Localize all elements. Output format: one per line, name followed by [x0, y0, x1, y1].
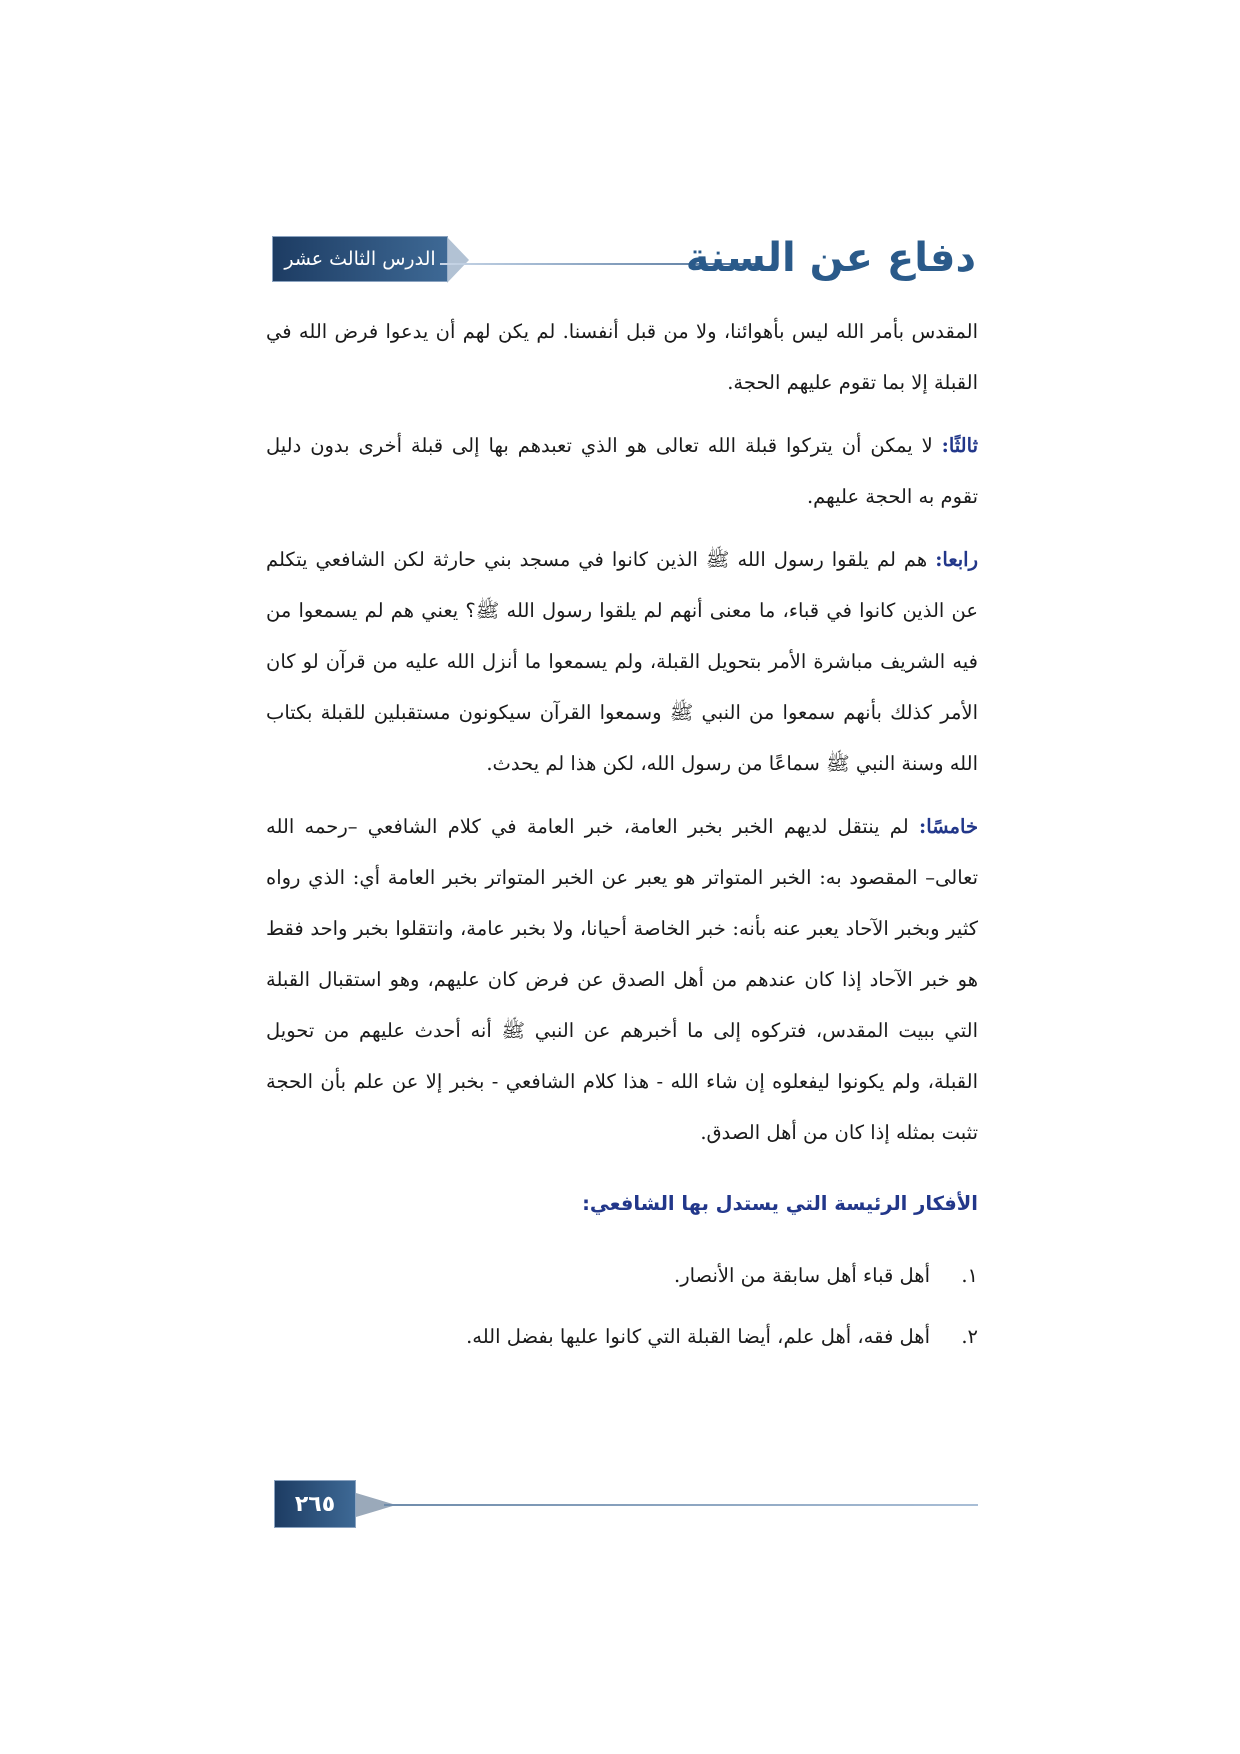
section-heading: الأفكار الرئيسة التي يستدل بها الشافعي:: [582, 1192, 978, 1215]
footer-rule: [384, 1504, 978, 1506]
list-text: أهل قباء أهل سابقة من الأنصار.: [674, 1264, 930, 1287]
paragraph-label: رابعا:: [935, 548, 979, 571]
page-header: [272, 230, 976, 290]
paragraph-label: ثالثًا:: [941, 434, 978, 457]
paragraph-text: هم لم يلقوا رسول الله ﷺ الذين كانوا في مسجد بني حارثة لكن الشافعي يتكلم عن الذين كانوا في قباء، ما معنى أنهم لم يلقوا رسول الله ﷺ؟ يعني هم لم يسمعوا من فيه الشريف مباشرة الأمر بتحويل القبلة، ولم يسمعوا ما أنزل الله عليه من قرآن لو كان الأمر كذلك بأنهم سمعوا من النبي ﷺ وسمعوا القرآن سيكونون مستقبلين للقبلة بكتاب الله وسنة النبي ﷺ سماعًا من رسول الله، لكن هذا لم يحدث.: [266, 548, 978, 775]
main-ideas-list: [266, 1250, 978, 1362]
paragraph-text: لم ينتقل لديهم الخبر بخبر العامة، خبر العامة في كلام الشافعي –رحمه الله تعالى– المقصود به: الخبر المتواتر هو يعبر عن الخبر المتواتر بخبر العامة أي: الذي رواه كثير وبخبر الآحاد يعبر عنه بأنه: خبر الخاصة أحيانا، ولا بخبر عامة، وانتقلوا بخبر واحد فقط هو خبر الآحاد إذا كان عندهم من أهل الصدق عن فرض كان عليهم، وهو استقبال القبلة التي ببيت المقدس، فتركوه إلى ما أخبرهم عن النبي ﷺ أنه أحدث عليهم من تحويل القبلة، ولم يكونوا ليفعلوه إن شاء الله - هذا كلام الشافعي - بخبر إلا عن علم بأن الحجة تثبت بمثله إذا كان من أهل الصدق.: [266, 815, 978, 1144]
list-text: أهل فقه، أهل علم، أيضا القبلة التي كانوا عليها بفضل الله.: [466, 1325, 930, 1348]
paragraph-third: [266, 420, 978, 522]
list-number: ٢.: [961, 1325, 978, 1348]
book-title: دفاع عن السنة: [685, 235, 976, 281]
paragraph-label: خامسًا:: [919, 815, 978, 838]
page-footer: [274, 1480, 978, 1530]
paragraph-text: المقدس بأمر الله ليس بأهوائنا، ولا من قبل أنفسنا. لم يكن لهم أن يدعوا فرض الله في القبلة إلا بما تقوم عليهم الحجة.: [266, 320, 978, 394]
paragraph-fifth: [266, 801, 978, 1158]
page-number: ٢٦٥: [274, 1480, 356, 1528]
paragraph-fourth: [266, 534, 978, 789]
list-item: [266, 1250, 978, 1301]
list-item: [266, 1311, 978, 1362]
lesson-badge: [272, 236, 448, 282]
lesson-label: الدرس الثالث عشر: [284, 248, 436, 270]
paragraph-continuation: [266, 306, 978, 408]
list-number: ١.: [961, 1264, 978, 1287]
main-text: [266, 306, 978, 1372]
paragraph-text: لا يمكن أن يتركوا قبلة الله تعالى هو الذي تعبدهم بها إلى قبلة أخرى بدون دليل تقوم به الحجة عليهم.: [266, 434, 978, 508]
